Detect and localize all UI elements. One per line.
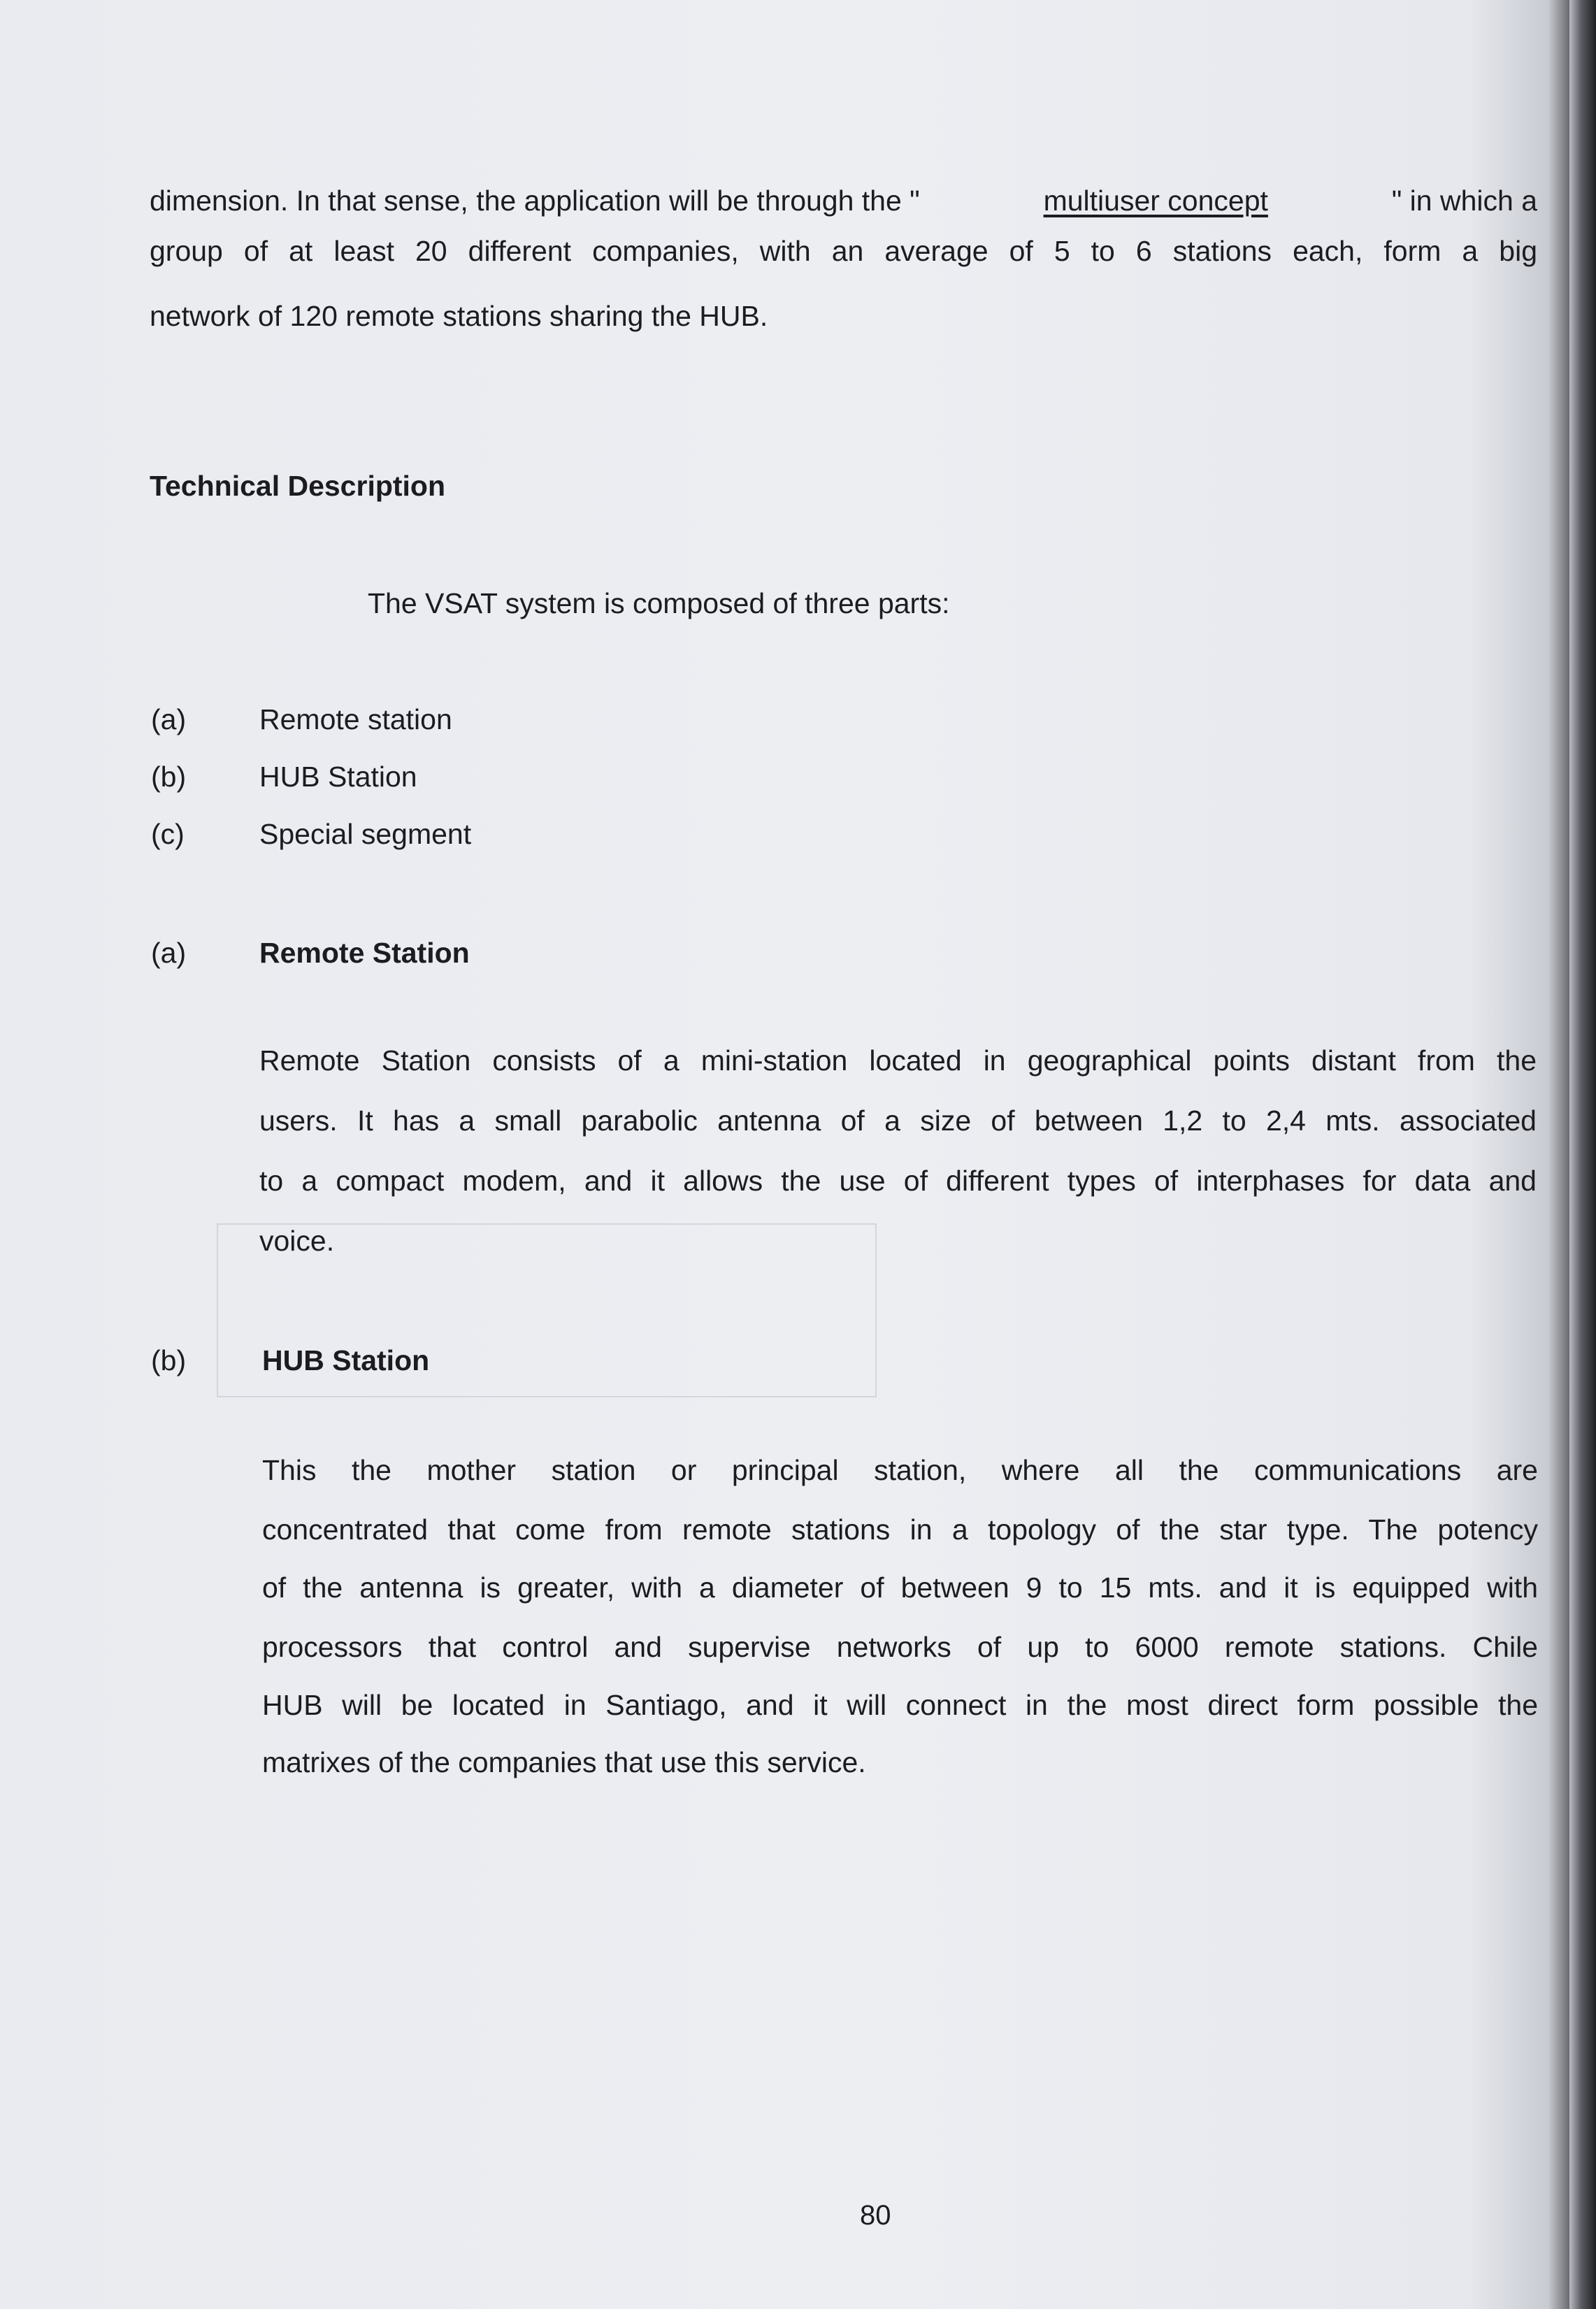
section-a-line-1: Remote Station consists of a mini-station located in geographical points distant from the (259, 1044, 1537, 1077)
part-marker-c: (c) (151, 818, 185, 850)
section-b-line-4: processors that control and supervise networks of up to 6000 remote stations. Chile (262, 1631, 1538, 1663)
part-label-remote-station: Remote station (259, 703, 452, 735)
page-edge-shadow (1569, 0, 1596, 2309)
section-a-line-3: to a compact modem, and it allows the use of different types of interphases for data and (259, 1165, 1537, 1197)
section-b-line-2: concentrated that come from remote stations in a topology of the star type. The potency (262, 1513, 1538, 1546)
section-b-marker: (b) (151, 1344, 187, 1376)
section-a-line-2: users. It has a small parabolic antenna of a size of between 1,2 to 2,4 mts. associated (259, 1105, 1537, 1137)
multiuser-concept-text: multiuser concept (1043, 185, 1268, 217)
part-label-special-segment: Special segment (259, 818, 472, 850)
section-b-line-6: matrixes of the companies that use this service. (262, 1746, 866, 1778)
intro-line-3: network of 120 remote stations sharing the HUB. (150, 300, 768, 332)
section-b-line-1: This the mother station or principal station, where all the communications are (262, 1454, 1538, 1486)
part-marker-b: (b) (151, 761, 187, 793)
section-a-heading: Remote Station (259, 937, 470, 969)
intro-line-1-after: " in which a (1391, 185, 1537, 217)
section-a-marker: (a) (151, 937, 187, 969)
part-marker-a: (a) (151, 703, 187, 735)
section-b-line-3: of the antenna is greater, with a diameter of between 9 to 15 mts. and it is equipped with (262, 1571, 1538, 1604)
intro-line-1-before: dimension. In that sense, the application will be through the " (150, 185, 920, 217)
intro-line-2: group of at least 20 different companies, with an average of 5 to 6 stations each, form a big (150, 235, 1537, 267)
section-b-line-5: HUB will be located in Santiago, and it will connect in the most direct form possible the (262, 1689, 1538, 1721)
section-a-line-4: voice. (259, 1225, 335, 1257)
technical-description-heading: Technical Description (150, 470, 446, 502)
technical-description-intro: The VSAT system is composed of three parts: (368, 587, 950, 619)
page-number: 80 (860, 2200, 891, 2231)
section-b-heading: HUB Station (262, 1344, 430, 1376)
part-label-hub-station: HUB Station (259, 761, 417, 793)
intro-line-1 (150, 186, 1537, 215)
